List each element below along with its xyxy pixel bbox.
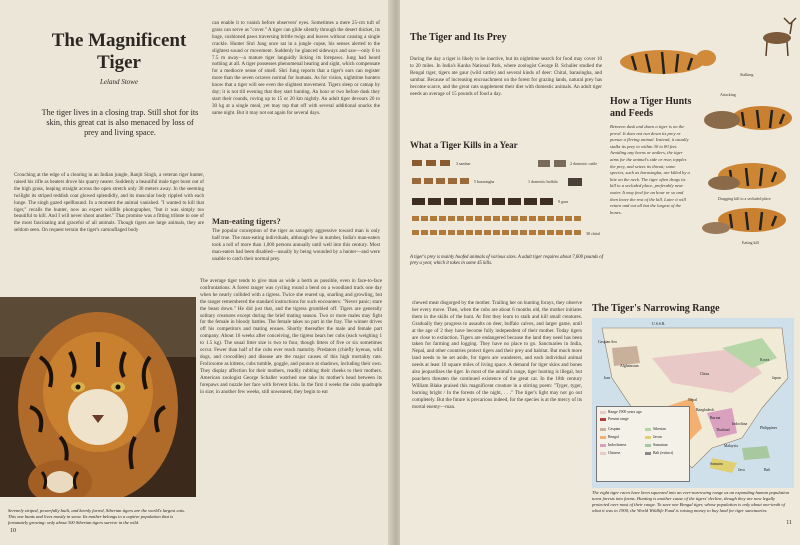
left-page [0,0,392,545]
map-label-china: China [700,372,710,376]
prey-intro-text: During the day a tiger is likely to be inactive, but its nighttime search for food may cover 10 to 20 miles. In India's Kanha National Park, where zoologist George B. Schaller studied the Bengal tiger, tigers ate gaur (wild cattle) and several kinds of deer: Chital, barasingha, and sambar. Because of increasing encroachment on the forest for grazing lands, natural prey has become scarce, and the great cats supplement their diet with domestic animals. An adult tiger needs an average of 15 pounds of food a day. [410,56,602,97]
legend-bengal: Bengal [600,435,619,439]
right-body-column: chewed meat disgorged by the mother. Trailing her on hunting forays, they observe her every move. Then, when the cubs are about 6 months old, the mother initiates them in the skills of the hunt. At first they learn to stalk and kill small creatures. Gradually they progress to assaults on deer, buffalo calves, and larger game, until at the age of 2 they have become fully independent of their mother. Today tigers are close to extinction. Tigers are endangered because the land they need has been taken for farming and logging. They have no place to go. Sanctuaries in India, Nepal, and other countries protect tigers and their prey and habitat. But much more land needs to be set aside, for tigers are wanderers, and each individual animal needs at least 10 square miles of living space. A demand for tiger skins and bones also jeopardizes the tiger. In most of the animal's range, tiger hunting is illegal, but poachers threaten the continued existence of the great cat. In the 18th century William Blake praised this magnificent creature in a stirring poem: "Tyger, tyger, burning bright / In the forests of the night, . . ." The tiger's light may not go out completely. But the future is precarious indeed, for the species is at the mercy of its mortal enemy—man. [412,300,582,410]
map-label-thailand: Thailand [716,428,730,432]
man-eating-text: The popular conception of the tiger as savagely aggressive toward man is only half true. The man-eating individuals, although few in number, India's man-eaters took a toll of more than 1,000 persons annually until well into this century. Most man-eaters had been disabled—usually by being wounded by a hunter—and were unable to catch their normal prey. [212,227,380,262]
map-label-sumatra: Sumatra [710,462,723,466]
kills-illustration [408,156,616,251]
map-caption: The eight tiger races have been squeezed into an ever-narrowing range as an expanding human population turns forests into farms. Hunting is another cause of the tigers' decline, though they are now legally protected over most of their range. To save one Bengal tiger, whose population is only about one-tenth of what it was in 1900, the World Wildlife Fund is raising money to buy land for tiger sanctuaries. [592,490,790,513]
legend-caspian: Caspian [600,427,620,431]
barasingha-row [412,178,469,184]
title-line-1: The Magnificent [51,30,187,51]
legend-chinese: Chinese [600,451,620,455]
map-label-caspian: Caspian Sea [598,340,617,344]
map-label-burma: Burma [710,416,721,420]
body-column-1: Crouching at the edge of a clearing in an Indian jungle, Ranjit Singh, a veteran tiger hunter, raised his rifle as beaters drove his quarry nearer. Suddenly a beautiful male tiger burst out of the high grass, leaping straight across the open stretch only 30 meters away. In the seeming twilight its striped reddish coat glowed splendidly, and its muscular body rippled with each lunge. The singh gazed spellbound. In a moment the animal vanished. "I wanted to kill that tiger," recalls the hunter, now an expert wildlife photographer, "but it was simply too beautiful to kill. And I will never shoot another." That promise was a fitting tribute to one of the most fascinating and graceful of all animals. Though tigers are large animals, they are seldom seen. On request terrain the tiger's camouflaged body [14,172,204,234]
tiger-photo-image [0,297,196,497]
legend-bali: Bali (extinct) [645,451,673,455]
sambar-row [412,160,450,166]
page-number-right: 11 [786,520,792,526]
tiger-photo [0,297,196,497]
body-column-2-continued: The average tiger tends to give man as wide a berth as possible, even in face-to-face confrontations. A forest ranger was cycling round a bend on a woodland track one day when he nearly collided with a tigress. Twice she reared up, snarling and growling, but the ranger remembered the standard instructions for such encounters: "Never panic; stare the beast down." He did just that, and the tigress grumbled off. Tigers are generally solitary creatures except during the brief mating season. Two or more males may fight for the female in bloody battles. The female takes no part in the fray. The winner drives off his competitors and mating ensues. Shortly thereafter the male and female part company. About 16 weeks after conceiving, the tigress bears her cubs (each weighing 1 to 1.5 kg). The usual litter size is two to four, though litters of five or six sometimes occur. Fewer than half of the cubs ever reach maturity. Predators (chiefly hyenas, wild dogs, and crocodiles) and disease are the major causes of this high mortality rate. Frolicsome as kittens, cubs tumble, goggle, and pounce at shadows, including their own. They display affection for their mothers, readily rubbing their cheeks to their mothers. American zoologist George Schaller watched one take its mother's head between its forepaws and nuzzle her face with fervent licks. In the first 4 weeks the cubs quadruple in size; in another few weeks, still unweaned, they begin to eat [200,278,382,395]
dragging-tiger [708,163,786,190]
legend-range-1900: Range 1900 years ago [600,410,642,414]
map-label-bali: Bali [764,468,771,472]
author-byline: Leland Stowe [100,78,138,86]
buffalo-row [568,178,582,186]
map-label-ussr: U.S.S.R. [652,322,666,326]
map-label-java: Java [738,468,745,472]
step-label-attacking: Attacking [720,92,736,97]
kills-caption: A tiger's prey is mainly hoofed animals of various sizes. A adult tiger requires about 7,600 pounds of prey a year, which it takes in some 45 kills. [410,255,604,266]
map-label-malaysia: Malaysia [724,444,738,448]
kill-label-gaur: 9 gaur [558,199,569,204]
map-label-indochina: Indochina [732,422,748,426]
cattle-row [538,160,566,167]
step-label-eating: Eating kill [742,240,759,245]
map-label-philippines: Philippines [760,426,778,430]
eating-tiger [702,208,786,234]
kill-label-barasingha: 5 barasingha [474,179,495,184]
prey-section-title: The Tiger and Its Prey [410,32,507,43]
kill-label-chital: 38 chital [586,231,600,236]
map-label-nepal: Nepal [688,398,698,402]
prey-animals-drawing [408,156,616,251]
step-label-dragging: Dragging kill to a secluded place [718,196,771,201]
body-column-2: can enable it to vanish before observers' eyes. Sometimes a mere 25-cm tuft of grass can serve as "cover." A tiger can glide silently through the desert thicket, its huge, cushioned paws traversing brittle twigs and leaves without causing a single crackle. Hunter Shri Jung once sat in a jungle copse, his senses alerted to the slightest sound or movement. Suddenly he glanced sideways and saw—only 6 to 7.5 m away—a mature tiger languidly licking its forepaws. Jung had heard nothing at all. A tiger possesses phenomenal hearing and sight, which compensate for a mediocre sense of smell. Shri Jung reports that a tiger's ears can register more than the seven octaves normal for humans. As for vision, nighttime hunters know that a tiger will see even the slightest movement. Tigers sleep or catnap by day; it is not till evening that they start hunting. An hour or two before dusk they start their rounds, roving up to 15 or 20 km nightly. An adult tiger devours 20 to 30 kg at a single meal, yet may top that off with several additional snacks the same night. But it may not eat again for several days. [212,20,380,116]
chital-rows [412,216,581,235]
kill-label-cattle: 2 domestic cattle [570,161,598,166]
article-title [24,30,214,74]
hunt-text: Between dusk and dawn a tiger is on the prowl. It does not run down its prey or pursue a fleeing animal. Instead, it usually stalks its prey to within 30 to 80 feet. Avoiding any horns or antlers, the tiger aims for the animal's side or rear, topples the prey, and seizes its throat; some species, such as barasingha, are killed by a bite on the neck. The tiger often drags its kill to a secluded place, preferably near water. It may feed for an hour or so and then leave the rest of the kill. Later it will return and eat all but the largest of the bones. [610,124,690,215]
step-label-stalking: Stalking [740,72,754,77]
gaur-row [412,198,553,205]
legend-sumatran: Sumatran [645,443,668,447]
map-legend [596,406,690,482]
map-label-bangladesh: Bangladesh [696,408,714,412]
map-label-afghanistan: Afghanistan [620,364,639,368]
legend-siberian: Siberian [645,427,666,431]
map-label-japan: Japan [772,376,781,380]
kill-label-buffalo: 1 domestic buffalo [528,179,558,184]
legend-javan: Javan [645,435,662,439]
deer-drawing [763,18,796,56]
page-number-left: 10 [10,528,16,534]
stalking-tiger [620,50,716,74]
legend-indochinese: Indochinese [600,443,626,447]
legend-present: Present range [600,417,629,421]
attacking-tiger [704,106,792,130]
right-page [400,0,800,545]
man-eating-section [212,218,380,262]
range-title: The Tiger's Narrowing Range [592,303,720,314]
photo-caption: Serenely striped, powerfully built, and keenly furred, Siberian tigers are the world's largest cats. This one hunts and lives mostly in snow. Its mother belongs to a captive population that is fortunately growing: only about 300 Siberian tigers survive in the wild. [8,508,186,525]
range-map [592,318,794,488]
hunt-heading: How a Tiger Hunts and Feeds [610,96,692,119]
title-line-2: Tiger [97,52,141,73]
map-label-korea: Korea [760,358,770,362]
kill-label-sambar: 3 sambar [456,161,471,166]
man-eating-heading: Man-eating tigers? [212,216,281,226]
kills-chart-title: What a Tiger Kills in a Year [410,140,518,150]
intro-deck: The tiger lives in a closing trap. Still shot for its skin, this great cat is also menaced by loss of prey and living space. [41,108,199,138]
map-label-iran: Iran [604,376,611,380]
